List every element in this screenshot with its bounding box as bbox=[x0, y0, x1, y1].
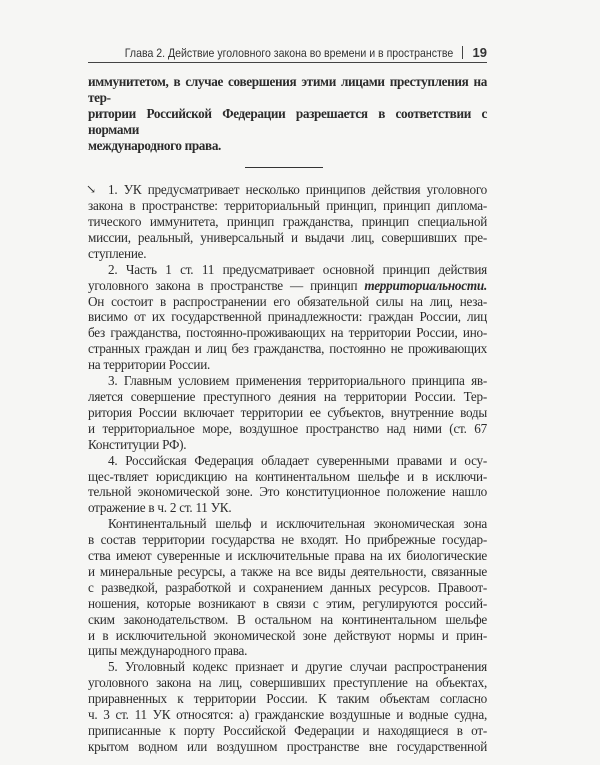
line-text: щес-твляет юрисдикцию на континентальном шельфе и в исключи- bbox=[88, 468, 487, 484]
line-text: ляется совершение преступного деяния на территории России. Тер- bbox=[88, 388, 487, 404]
text-line bbox=[88, 421, 487, 437]
line-text: тического иммунитета, принцип гражданства, принцип специальной bbox=[88, 214, 487, 229]
running-header bbox=[88, 44, 487, 63]
text-line bbox=[88, 341, 487, 357]
text-line bbox=[88, 389, 487, 405]
line-text: и в исключительной экономической зоне действуют нормы и прин- bbox=[88, 627, 487, 643]
line-text: ношения, которые возникают в связи с этим, регулируются россий- bbox=[88, 595, 487, 611]
text-line bbox=[88, 437, 487, 453]
line-text: приравненных к территории России. К таким объектам согласно bbox=[88, 691, 487, 707]
line-text: без гражданства, постоянно-проживающих на территории России, ино- bbox=[88, 325, 487, 341]
line-text: 3. Главным условием применения территориального принципа яв- bbox=[108, 373, 487, 389]
text-line bbox=[88, 516, 487, 532]
text-line bbox=[88, 580, 487, 596]
line-text: отражение в ч. 2 ст. 11 УК. bbox=[88, 500, 232, 516]
text-line bbox=[88, 262, 487, 278]
chapter-title: Глава 2. Действие уголовного закона во времени и в пространстве bbox=[124, 46, 453, 60]
text-line bbox=[88, 564, 487, 580]
section-divider bbox=[245, 167, 323, 168]
line-text: уголовного закона на лиц, совершивших преступление на объектах, bbox=[88, 675, 487, 691]
line-text: и территориальное море, воздушное пространство над ними (ст. 67 bbox=[88, 420, 487, 436]
text-line bbox=[88, 628, 487, 644]
line-text: 2. Часть 1 ст. 11 предусматривает основной принцип действия bbox=[108, 261, 487, 277]
paragraph bbox=[88, 659, 487, 754]
text-line bbox=[88, 500, 487, 516]
text-line bbox=[88, 659, 487, 675]
text-line bbox=[88, 294, 487, 310]
paragraphs bbox=[88, 182, 487, 755]
line-text: 5. Уголовный кодекс признает и другие случаи распространения bbox=[108, 659, 487, 675]
line-text: тельной экономической зоне. Это конституционное положение нашло bbox=[88, 484, 487, 500]
line-text: ципы международного права. bbox=[88, 643, 248, 659]
line-text: ч. 3 ст. 11 УК относятся: а) гражданские воздушные и водные судна, bbox=[88, 707, 487, 723]
header-separator bbox=[462, 46, 463, 59]
line-text: ритория России включает территории ее субъектов, внутренние воды bbox=[88, 404, 487, 420]
text-line bbox=[88, 246, 487, 262]
arrow-down-right-icon: ↘ bbox=[86, 182, 97, 197]
emphasized-term: территориальности. bbox=[364, 277, 487, 293]
line-text: приписанные к порту Российской Федерации и находящиеся в от- bbox=[88, 723, 487, 738]
paragraph bbox=[88, 182, 487, 262]
text-line bbox=[88, 691, 487, 707]
bold-line: международного права. bbox=[88, 138, 222, 153]
line-text: крытом водном или воздушном пространстве вне государственной bbox=[88, 738, 487, 754]
line-text: 4. Российская Федерация обладает суверенными правами и осу- bbox=[108, 452, 487, 468]
bold-line: иммунитетом, в случае совершения этими лицами преступления на тер- bbox=[88, 74, 487, 105]
text-line bbox=[88, 739, 487, 755]
text-line bbox=[88, 405, 487, 421]
line-text: странных граждан и лиц без гражданства, постоянно не проживающих bbox=[88, 341, 487, 357]
text-line bbox=[88, 325, 487, 341]
line-text: 1. УК предусматривает несколько принципов действия уголовного bbox=[108, 182, 487, 198]
line-text: Он состоит в распространении его обязательной силы на лиц, неза- bbox=[88, 293, 487, 309]
text-line bbox=[88, 373, 487, 389]
text-line bbox=[88, 278, 487, 294]
line-text: Конституции РФ). bbox=[88, 436, 187, 452]
text-line bbox=[88, 643, 487, 659]
line-text: ства имеют суверенные и исключительные права на их биологические bbox=[88, 548, 487, 564]
line-text: висимо от их государственной принадлежности: граждан России, лиц bbox=[88, 309, 487, 325]
text-line bbox=[88, 723, 487, 739]
bold-line: ритории Российской Федерации разрешается в соответствии с нормами bbox=[88, 106, 487, 137]
line-text: Континентальный шельф и исключительная экономическая зона bbox=[108, 516, 487, 532]
paragraph bbox=[88, 262, 487, 373]
text-line bbox=[88, 198, 487, 214]
text-line bbox=[88, 214, 487, 230]
line-text: на территории России. bbox=[88, 357, 211, 373]
text-line bbox=[88, 548, 487, 564]
text-line bbox=[88, 707, 487, 723]
text-line bbox=[88, 675, 487, 691]
paragraph bbox=[88, 373, 487, 453]
text-line bbox=[88, 230, 487, 246]
line-text: ступление. bbox=[88, 245, 147, 261]
text-line bbox=[88, 532, 487, 548]
line-text: с разведкой, разработкой и сохранением данных ресурсов. Правоот- bbox=[88, 579, 487, 595]
line-text: уголовного закона в пространстве — принцип bbox=[88, 277, 365, 293]
paragraph bbox=[88, 516, 487, 659]
text-line bbox=[88, 453, 487, 469]
paragraph bbox=[88, 453, 487, 517]
bold-paragraph bbox=[88, 74, 487, 154]
text-line bbox=[88, 596, 487, 612]
text-line bbox=[88, 357, 487, 373]
page-number: 19 bbox=[472, 45, 487, 60]
text-line bbox=[88, 469, 487, 485]
text-line bbox=[88, 182, 487, 198]
line-text: закона в пространстве: территориальный принцип, принцип диплома- bbox=[88, 198, 487, 214]
page-body bbox=[88, 74, 487, 765]
line-text: миссии, реальный, универсальный и выдачи лиц, совершивших пре- bbox=[88, 229, 487, 245]
text-line bbox=[88, 612, 487, 628]
line-text: ским законодательством. В остальном на континентальном шельфе bbox=[88, 611, 487, 627]
text-line bbox=[88, 484, 487, 500]
line-text: в состав территории государства не входят. Но прибрежные государ- bbox=[88, 532, 487, 548]
text-line bbox=[88, 309, 487, 325]
line-text: и минеральные ресурсы, а также на все виды деятельности, связанные bbox=[88, 563, 487, 579]
